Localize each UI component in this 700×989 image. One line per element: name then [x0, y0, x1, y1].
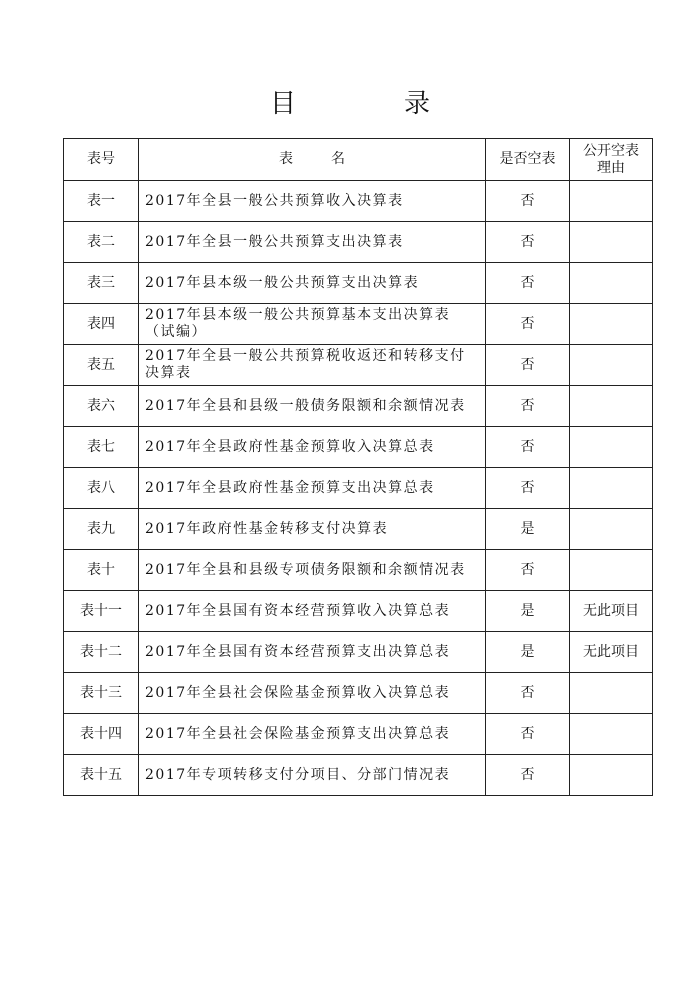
table-row	[64, 222, 653, 263]
row-is-empty: 是	[486, 632, 570, 673]
row-table-name: 2017年全县社会保险基金预算支出决算总表	[139, 714, 486, 755]
row-table-name: 2017年全县国有资本经营预算收入决算总表	[139, 591, 486, 632]
row-table-name: 2017年全县一般公共预算支出决算表	[139, 222, 486, 263]
row-empty-reason	[570, 468, 653, 509]
row-is-empty: 否	[486, 222, 570, 263]
row-table-number: 表十一	[64, 591, 139, 632]
row-table-number: 表一	[64, 181, 139, 222]
row-table-number: 表十	[64, 550, 139, 591]
table-row	[64, 673, 653, 714]
row-table-number: 表五	[64, 345, 139, 386]
row-table-name: 2017年全县和县级一般债务限额和余额情况表	[139, 386, 486, 427]
row-table-name: 2017年县本级一般公共预算支出决算表	[139, 263, 486, 304]
table-row	[64, 386, 653, 427]
row-empty-reason	[570, 427, 653, 468]
row-table-number: 表七	[64, 427, 139, 468]
header-empty-reason	[570, 139, 653, 181]
row-is-empty: 否	[486, 263, 570, 304]
row-table-number: 表十二	[64, 632, 139, 673]
row-is-empty: 是	[486, 591, 570, 632]
table-row	[64, 427, 653, 468]
row-empty-reason	[570, 509, 653, 550]
row-table-number: 表十四	[64, 714, 139, 755]
row-empty-reason: 无此项目	[570, 591, 653, 632]
row-table-name: 2017年全县一般公共预算税收返还和转移支付决算表	[139, 345, 486, 386]
row-table-name: 2017年全县和县级专项债务限额和余额情况表	[139, 550, 486, 591]
row-empty-reason	[570, 222, 653, 263]
row-empty-reason	[570, 755, 653, 796]
row-table-name: 2017年全县政府性基金预算支出决算总表	[139, 468, 486, 509]
row-is-empty: 否	[486, 304, 570, 345]
row-table-name: 2017年全县一般公共预算收入决算表	[139, 181, 486, 222]
table-row	[64, 755, 653, 796]
header-empty-reason-line1: 公开空表	[583, 142, 639, 159]
row-is-empty: 否	[486, 550, 570, 591]
table-row	[64, 468, 653, 509]
contents-table	[63, 138, 653, 796]
row-empty-reason	[570, 263, 653, 304]
table-row	[64, 632, 653, 673]
row-table-name: 2017年全县国有资本经营预算支出决算总表	[139, 632, 486, 673]
header-table-number: 表号	[64, 139, 139, 181]
header-is-empty: 是否空表	[486, 139, 570, 181]
row-table-number: 表六	[64, 386, 139, 427]
row-empty-reason	[570, 345, 653, 386]
row-is-empty: 否	[486, 181, 570, 222]
table-body	[64, 181, 653, 796]
row-is-empty: 否	[486, 386, 570, 427]
row-table-name: 2017年全县社会保险基金预算收入决算总表	[139, 673, 486, 714]
table-row	[64, 509, 653, 550]
row-table-number: 表十三	[64, 673, 139, 714]
row-is-empty: 否	[486, 755, 570, 796]
table-header-row	[64, 139, 653, 181]
row-empty-reason	[570, 714, 653, 755]
row-table-name: 2017年政府性基金转移支付决算表	[139, 509, 486, 550]
table-row	[64, 345, 653, 386]
row-empty-reason: 无此项目	[570, 632, 653, 673]
row-empty-reason	[570, 181, 653, 222]
row-is-empty: 否	[486, 673, 570, 714]
row-is-empty: 否	[486, 714, 570, 755]
row-table-name: 2017年县本级一般公共预算基本支出决算表（试编）	[139, 304, 486, 345]
row-table-number: 表十五	[64, 755, 139, 796]
row-is-empty: 否	[486, 468, 570, 509]
row-table-number: 表三	[64, 263, 139, 304]
table-row	[64, 714, 653, 755]
row-table-number: 表九	[64, 509, 139, 550]
table-row	[64, 550, 653, 591]
row-empty-reason	[570, 386, 653, 427]
row-is-empty: 否	[486, 345, 570, 386]
row-empty-reason	[570, 673, 653, 714]
table-row	[64, 304, 653, 345]
row-table-number: 表二	[64, 222, 139, 263]
row-empty-reason	[570, 304, 653, 345]
header-empty-reason-line2: 理由	[597, 159, 625, 176]
table-row	[64, 591, 653, 632]
header-table-name: 表名	[139, 139, 486, 181]
page-title: 目录	[269, 89, 538, 119]
table-row	[64, 263, 653, 304]
row-is-empty: 是	[486, 509, 570, 550]
row-is-empty: 否	[486, 427, 570, 468]
row-table-name: 2017年专项转移支付分项目、分部门情况表	[139, 755, 486, 796]
row-table-number: 表四	[64, 304, 139, 345]
table-row	[64, 181, 653, 222]
row-table-number: 表八	[64, 468, 139, 509]
row-empty-reason	[570, 550, 653, 591]
row-table-name: 2017年全县政府性基金预算收入决算总表	[139, 427, 486, 468]
